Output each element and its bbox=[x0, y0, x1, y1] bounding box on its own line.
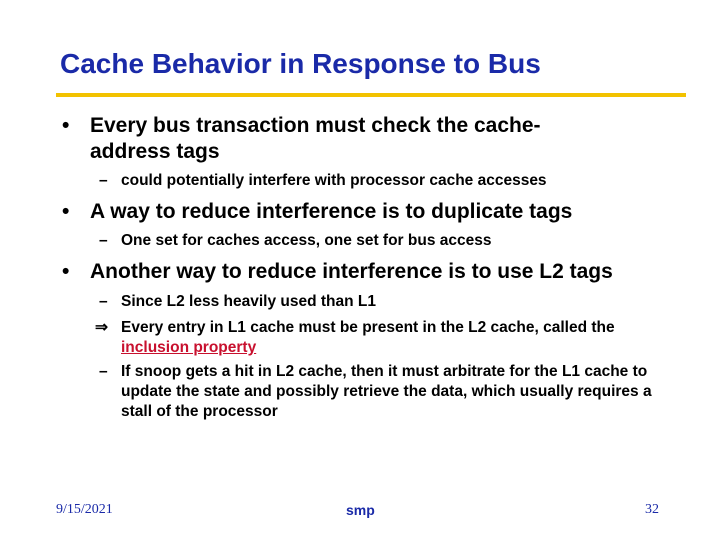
sub-bullet-3-2: ⇒ Every entry in L1 cache must be present in the L2 cache, called the inclusion property bbox=[95, 319, 615, 356]
bullet-1-line-2: address tags bbox=[90, 140, 220, 163]
dash-marker: – bbox=[99, 363, 108, 380]
bullet-1-line-1: Every bus transaction must check the cache- bbox=[90, 114, 541, 137]
dash-marker: – bbox=[99, 293, 108, 310]
implies-arrow-icon: ⇒ bbox=[95, 319, 108, 336]
footer-center-label: smp bbox=[346, 502, 375, 518]
bullet-2: • A way to reduce interference is to duplicate tags bbox=[62, 200, 573, 223]
bullet-1 bbox=[62, 113, 690, 165]
page-number: 32 bbox=[645, 502, 659, 517]
bullet-3: • Another way to reduce interference is to use L2 tags bbox=[62, 260, 613, 283]
bullet-dot: • bbox=[62, 114, 70, 137]
sub-bullet-3-3: – If snoop gets a hit in L2 cache, then it must arbitrate for the L1 cache to update the state and possibly retrieve the data, which usually requires a stall of the processor bbox=[99, 363, 652, 420]
inclusion-property-link[interactable]: inclusion property bbox=[121, 339, 257, 356]
sub-bullet-3-1: – Since L2 less heavily used than L1 bbox=[99, 293, 376, 310]
slide-title: Cache Behavior in Response to Bus bbox=[60, 48, 541, 79]
footer-date: 9/15/2021 bbox=[56, 502, 113, 517]
title-underline bbox=[56, 93, 686, 97]
bullet-dot: • bbox=[62, 260, 70, 283]
dash-marker: – bbox=[99, 232, 108, 249]
sub-bullet-2-1: – One set for caches access, one set for bus access bbox=[99, 232, 492, 249]
bullet-dot: • bbox=[62, 200, 70, 223]
dash-marker: – bbox=[99, 172, 108, 189]
sub-bullet-1-1: – could potentially interfere with processor cache accesses bbox=[99, 172, 547, 189]
